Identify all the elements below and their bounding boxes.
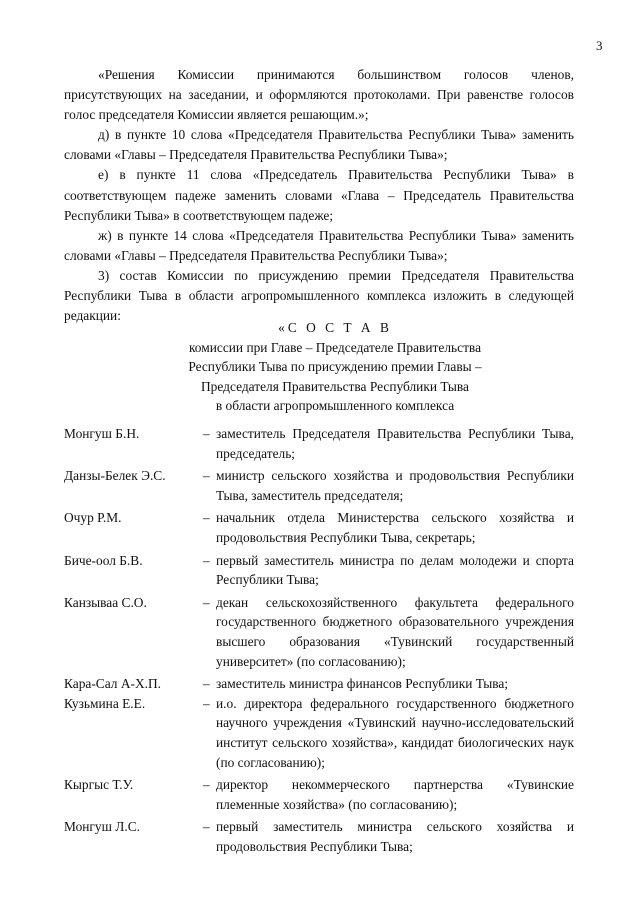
title-line-2: комиссии при Главе – Председателе Правительства <box>188 339 482 355</box>
member-role: директор некоммерческого партнерства «Тувинские племенные хозяйства» (по согласованию); <box>216 777 574 812</box>
member-row <box>64 674 574 694</box>
member-row <box>64 775 574 814</box>
member-row <box>64 466 574 505</box>
member-role: начальник отдела Министерства сельского хозяйства и продовольствия Республики Тыва, секретарь; <box>216 510 574 545</box>
member-dash: – <box>203 676 210 692</box>
paragraph-item-3: 3) состав Комиссии по присуждению премии Председателя Правительства Республики Тыва в области агропромышленного комплекса изложить в следующей редакции: <box>64 267 574 324</box>
member-row <box>64 593 574 671</box>
member-row <box>64 817 574 856</box>
member-name: Кузьмина Е.Е. <box>64 695 146 711</box>
paragraph-item-e: е) в пункте 11 слова «Председатель Правительства Республики Тыва» в соответствующем падеже заменить словами «Глава – Председатель Правительства Республики Тыва» в соответствующем падеже; <box>64 167 574 223</box>
member-name: Канзываа С.О. <box>64 594 147 610</box>
member-dash: – <box>203 819 210 835</box>
member-name: Монгуш Л.С. <box>64 819 140 835</box>
member-role: декан сельскохозяйственного факультета федерального государственного бюджетного образовательного учреждения высшего образования «Тувинский государственный университет» (по согласованию); <box>216 594 574 669</box>
member-dash: – <box>203 695 210 711</box>
member-role: первый заместитель министра по делам молодежи и спорта Республики Тыва; <box>216 552 574 588</box>
member-dash: – <box>203 594 210 610</box>
member-row <box>64 508 574 547</box>
member-name: Данзы-Белек Э.С. <box>64 468 166 484</box>
member-row <box>64 694 574 772</box>
member-dash: – <box>203 552 210 568</box>
member-name: Очур Р.М. <box>64 510 122 526</box>
member-list <box>64 424 574 856</box>
member-name: Монгуш Б.Н. <box>64 426 140 441</box>
title-line-3: Республики Тыва по присуждению премии Главы – <box>188 359 482 374</box>
member-role: и.о. директора федерального государственного бюджетного научного учреждения «Тувинский научно-исследовательский институт сельского хозяйства», кандидат биологических наук (по согласованию); <box>216 695 574 770</box>
member-dash: – <box>203 777 210 793</box>
title-line-5: в области агропромышленного комплекса <box>215 398 455 413</box>
member-role: заместитель Председателя Правительства Республики Тыва, председатель; <box>216 426 574 461</box>
page-number: 3 <box>596 38 603 53</box>
title-line-1: «С О С Т А В <box>278 320 392 335</box>
member-role: первый заместитель министра сельского хозяйства и продовольствия Республики Тыва; <box>216 819 574 854</box>
composition-title <box>100 318 570 416</box>
paragraph-commission-decisions: «Решения Комиссии принимаются большинством голосов членов, присутствующих на заседании, и оформляются протоколами. При равенстве голосов голос председателя Комиссии является решающим.»; <box>64 67 574 123</box>
member-name: Кыргыс Т.У. <box>64 777 134 793</box>
body-text <box>64 65 574 326</box>
member-name: Кара-Сал А-Х.П. <box>64 676 161 692</box>
member-row <box>64 551 574 590</box>
member-dash: – <box>203 468 210 484</box>
member-row <box>64 424 574 463</box>
member-role: заместитель министра финансов Республики Тыва; <box>216 676 509 692</box>
member-dash: – <box>203 510 210 526</box>
paragraph-item-d: д) в пункте 10 слова «Председателя Правительства Республики Тыва» заменить словами «Главы – Председателя Правительства Республики Тыва»; <box>64 127 574 163</box>
member-role: министр сельского хозяйства и продовольствия Республики Тыва, заместитель председателя; <box>216 468 574 503</box>
title-line-4: Председателя Правительства Республики Тыва <box>201 378 469 394</box>
paragraph-item-zh: ж) в пункте 14 слова «Председателя Правительства Республики Тыва» заменить словами «Главы – Председателя Правительства Республики Тыва»; <box>64 227 574 263</box>
member-dash: – <box>203 426 210 441</box>
member-name: Биче-оол Б.В. <box>64 552 143 568</box>
